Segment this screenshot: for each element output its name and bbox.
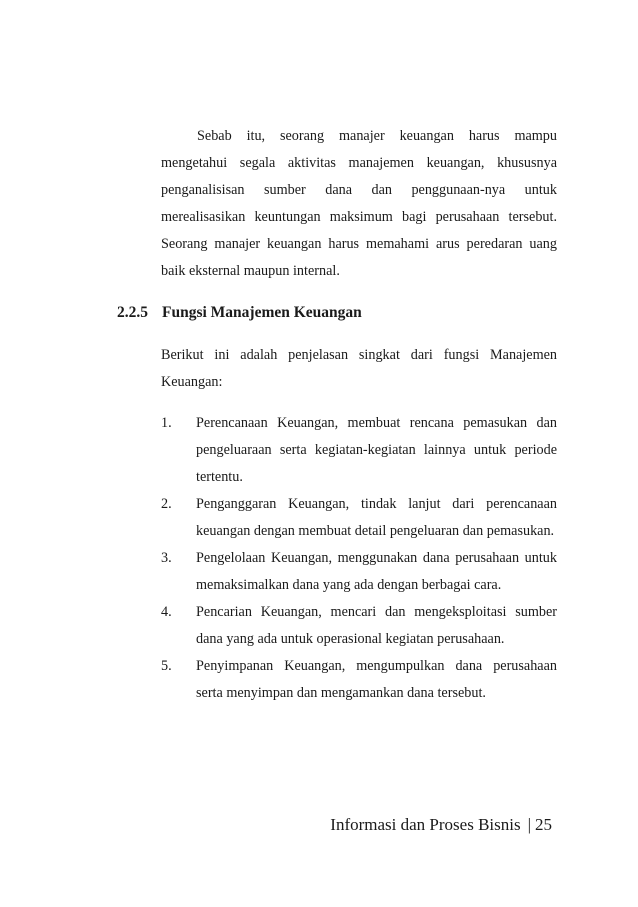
section-heading	[117, 300, 362, 326]
section-number: 2.2.5	[117, 304, 148, 321]
list-marker: 5.	[161, 658, 172, 674]
list-item-text: Perencanaan Keuangan, membuat rencana pemasukan dan pengeluaraan serta kegiatan-kegiatan lainnya untuk periode tertentu.	[196, 415, 557, 485]
section-intro	[161, 342, 557, 396]
list-marker: 4.	[161, 604, 172, 620]
list-item-text: Pencarian Keuangan, mencari dan mengeksploitasi sumber dana yang ada untuk operasional kegiatan perusahaan.	[196, 604, 557, 647]
page-footer	[330, 813, 552, 837]
paragraph-1-text: Sebab itu, seorang manajer keuangan harus mampu mengetahui segala aktivitas manajemen keuangan, khususnya penganalisisan sumber dana dan penggunaan-nya untuk merealisasikan keuntungan maksimum bagi perusahaan tersebut. Seorang manajer keuangan harus memahami arus peredaran uang baik eksternal maupun internal.	[161, 128, 557, 279]
function-list	[161, 410, 557, 707]
body-paragraph-1	[161, 123, 557, 285]
section-intro-text: Berikut ini adalah penjelasan singkat dari fungsi Manajemen Keuangan:	[161, 347, 557, 390]
list-item-text: Pengelolaan Keuangan, menggunakan dana perusahaan untuk memaksimalkan dana yang ada dengan berbagai cara.	[196, 550, 557, 593]
list-item	[161, 599, 557, 653]
list-item-text: Penganggaran Keuangan, tindak lanjut dari perencanaan keuangan dengan membuat detail pengeluaran dan pemasukan.	[196, 496, 557, 539]
list-item	[161, 491, 557, 545]
list-marker: 3.	[161, 550, 172, 566]
footer-title: Informasi dan Proses Bisnis	[330, 815, 521, 834]
list-marker: 1.	[161, 415, 172, 431]
list-item	[161, 410, 557, 491]
footer-separator: |	[527, 815, 531, 834]
list-item	[161, 545, 557, 599]
list-item-text: Penyimpanan Keuangan, mengumpulkan dana perusahaan serta menyimpan dan mengamankan dana tersebut.	[196, 658, 557, 701]
list-marker: 2.	[161, 496, 172, 512]
section-title: Fungsi Manajemen Keuangan	[162, 304, 362, 321]
list-item	[161, 653, 557, 707]
page-number: 25	[535, 815, 552, 834]
